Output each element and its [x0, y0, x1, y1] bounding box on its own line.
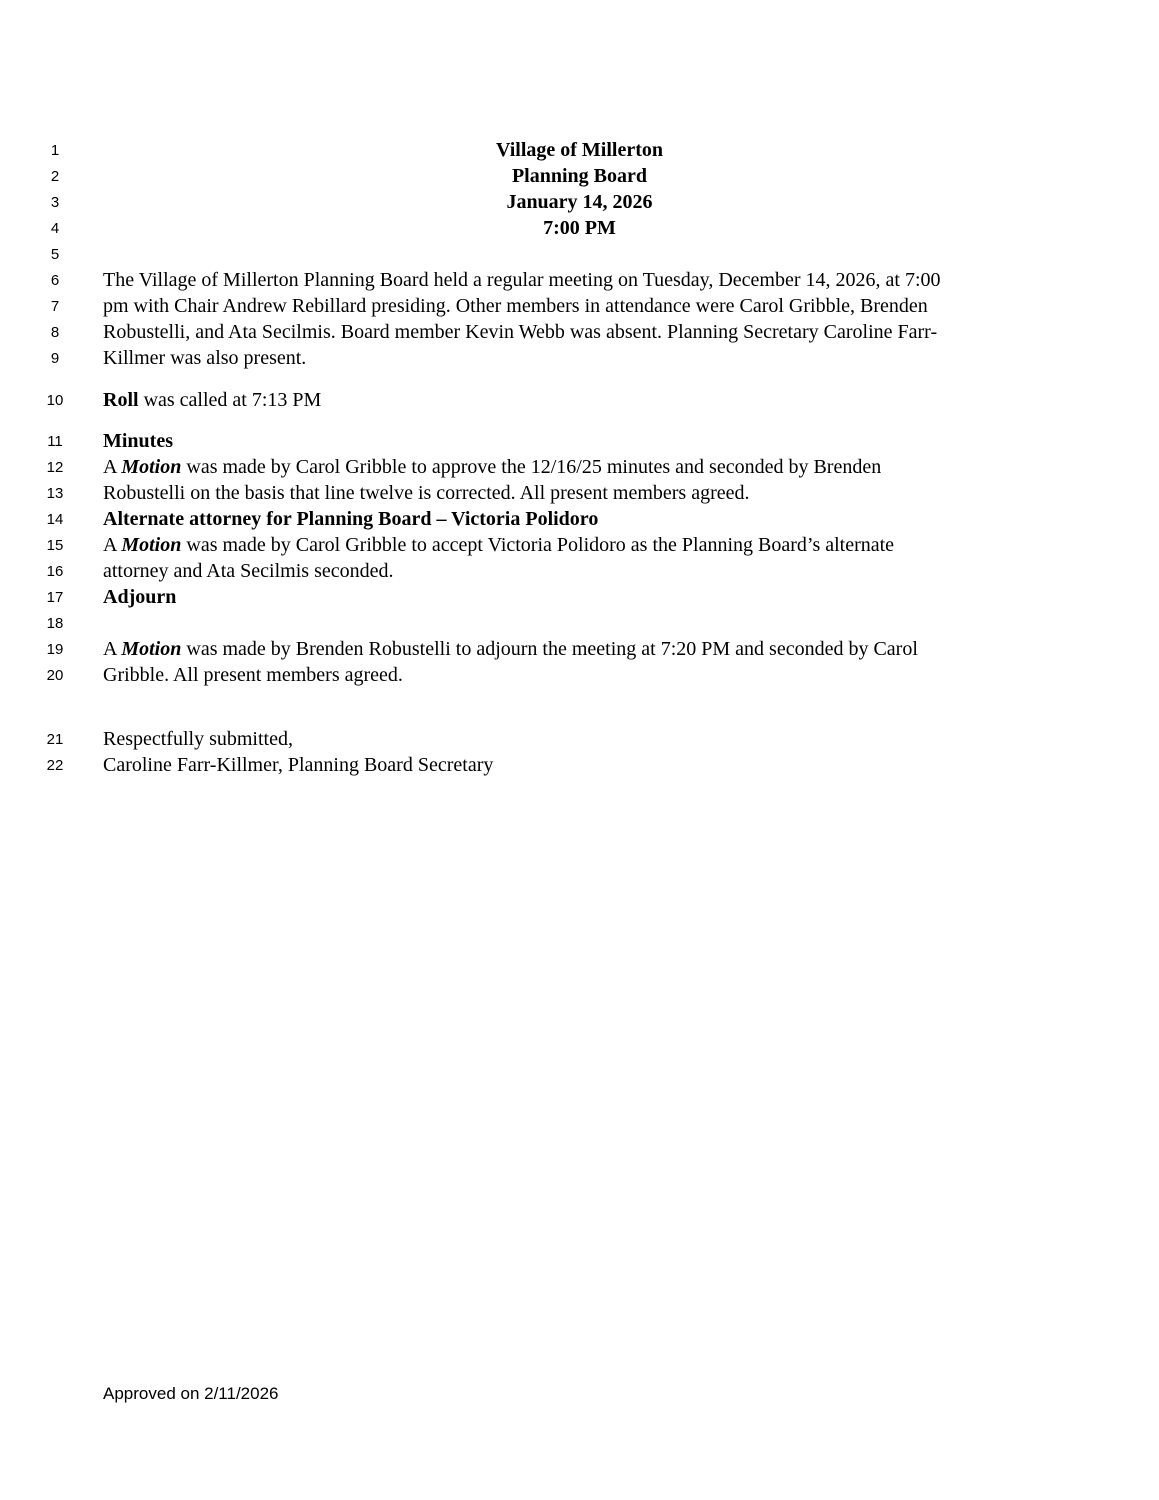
adjourn-line-1	[103, 636, 918, 662]
line-number-1: 1	[50, 142, 60, 159]
attorney-line-1-text: was made by Carol Gribble to accept Victoria Polidoro as the Planning Board’s alternate	[181, 534, 895, 556]
line-number-7: 7	[50, 298, 60, 315]
line-number-19: 19	[46, 641, 64, 658]
roll-label: Roll	[103, 389, 139, 411]
minutes-line-2: Robustelli on the basis that line twelve is corrected. All present members agreed.	[103, 482, 750, 504]
line-number-21: 21	[46, 731, 64, 748]
roll-line	[103, 387, 321, 413]
attorney-article: A	[103, 534, 122, 556]
line-number-2: 2	[50, 168, 60, 185]
line-number-16: 16	[46, 563, 64, 580]
adjourn-article: A	[103, 638, 122, 660]
line-number-10: 10	[46, 392, 64, 409]
intro-line-2: pm with Chair Andrew Rebillard presiding. Other members in attendance were Carol Gribble, Brenden	[103, 295, 928, 317]
attorney-line-2: attorney and Ata Secilmis seconded.	[103, 560, 394, 582]
line-number-18: 18	[46, 615, 64, 632]
line-number-3: 3	[50, 194, 60, 211]
adjourn-line-1-text: was made by Brenden Robustelli to adjourn the meeting at 7:20 PM and seconded by Carol	[181, 638, 918, 660]
minutes-line-1-text: was made by Carol Gribble to approve the 12/16/25 minutes and seconded by Brenden	[181, 456, 882, 478]
adjourn-line-2: Gribble. All present members agreed.	[103, 664, 403, 686]
line-number-8: 8	[50, 324, 60, 341]
attorney-line-1	[103, 532, 894, 558]
attorney-motion: Motion	[121, 534, 182, 556]
line-number-11: 11	[47, 433, 63, 450]
line-number-5: 5	[50, 246, 60, 263]
intro-line-4: Killmer was also present.	[103, 347, 307, 369]
minutes-line-1	[103, 454, 881, 480]
line-number-20: 20	[46, 667, 64, 684]
line-number-17: 17	[46, 589, 64, 606]
header-date: January 14, 2026	[506, 191, 653, 213]
header-org: Village of Millerton	[496, 139, 663, 161]
header-board: Planning Board	[511, 165, 648, 187]
adjourn-heading: Adjourn	[103, 586, 177, 608]
intro-line-1: The Village of Millerton Planning Board held a regular meeting on Tuesday, December 14, 2026, at 7:00	[103, 269, 941, 291]
attorney-heading: Alternate attorney for Planning Board – Victoria Polidoro	[103, 508, 599, 530]
line-number-13: 13	[46, 485, 64, 502]
minutes-article: A	[103, 456, 122, 478]
line-number-6: 6	[50, 272, 60, 289]
minutes-heading: Minutes	[103, 430, 173, 452]
line-number-9: 9	[50, 350, 60, 367]
line-number-15: 15	[46, 537, 64, 554]
intro-line-3: Robustelli, and Ata Secilmis. Board member Kevin Webb was absent. Planning Secretary Caroline Farr-	[103, 321, 938, 343]
line-number-22: 22	[46, 757, 64, 774]
closing-line-1: Respectfully submitted,	[103, 728, 293, 750]
closing-signature: Caroline Farr-Killmer, Planning Board Secretary	[103, 754, 494, 776]
line-number-4: 4	[50, 220, 60, 237]
line-number-14: 14	[46, 511, 64, 528]
roll-text: was called at 7:13 PM	[138, 389, 322, 411]
approved-footer: Approved on 2/11/2026	[103, 1384, 279, 1403]
header-time: 7:00 PM	[543, 217, 616, 239]
adjourn-motion: Motion	[121, 638, 182, 660]
minutes-motion: Motion	[121, 456, 182, 478]
line-number-12: 12	[46, 459, 64, 476]
